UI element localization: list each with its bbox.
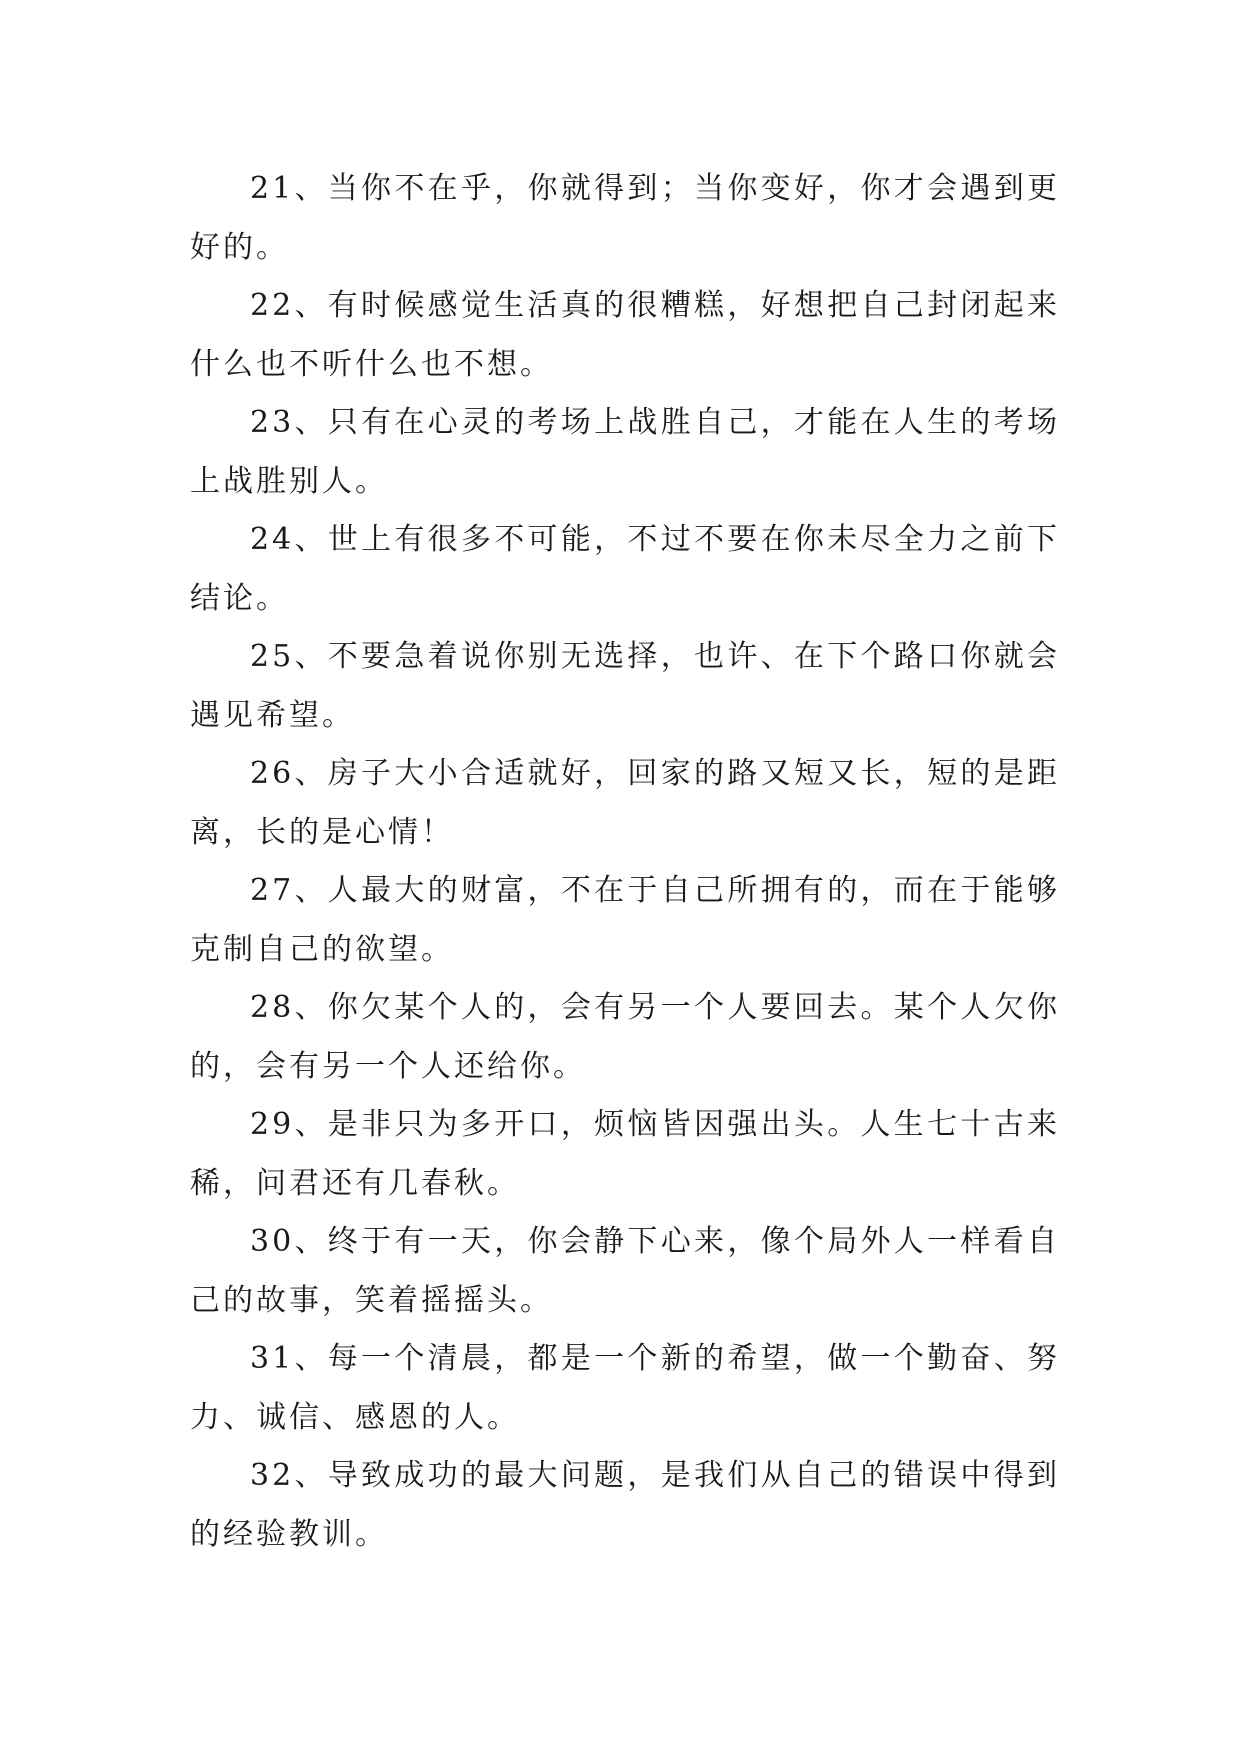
quote-paragraph-21: 21、当你不在乎，你就得到；当你变好，你才会遇到更好的。 [190, 171, 1060, 265]
quote-paragraph-26: 26、房子大小合适就好，回家的路又短又长，短的是距离，长的是心情！ [190, 756, 1060, 850]
quote-paragraph-27: 27、人最大的财富，不在于自己所拥有的，而在于能够克制自己的欲望。 [190, 873, 1060, 967]
quote-paragraph-28: 28、你欠某个人的，会有另一个人要回去。某个人欠你的，会有另一个人还给你。 [190, 990, 1060, 1084]
quote-paragraph-25: 25、不要急着说你别无选择，也许、在下个路口你就会遇见希望。 [190, 639, 1060, 733]
quote-paragraph-31: 31、每一个清晨，都是一个新的希望，做一个勤奋、努力、诚信、感恩的人。 [190, 1341, 1060, 1435]
quote-paragraph-24: 24、世上有很多不可能，不过不要在你未尽全力之前下结论。 [190, 522, 1060, 616]
quote-paragraph-29: 29、是非只为多开口，烦恼皆因强出头。人生七十古来稀，问君还有几春秋。 [190, 1107, 1060, 1201]
quote-paragraph-30: 30、终于有一天，你会静下心来，像个局外人一样看自己的故事，笑着摇摇头。 [190, 1224, 1060, 1318]
document-body [190, 160, 1060, 1564]
quote-paragraph-23: 23、只有在心灵的考场上战胜自己，才能在人生的考场上战胜别人。 [190, 405, 1060, 499]
quote-paragraph-22: 22、有时候感觉生活真的很糟糕，好想把自己封闭起来什么也不听什么也不想。 [190, 288, 1060, 382]
quote-paragraph-32: 32、导致成功的最大问题，是我们从自己的错误中得到的经验教训。 [190, 1458, 1060, 1552]
